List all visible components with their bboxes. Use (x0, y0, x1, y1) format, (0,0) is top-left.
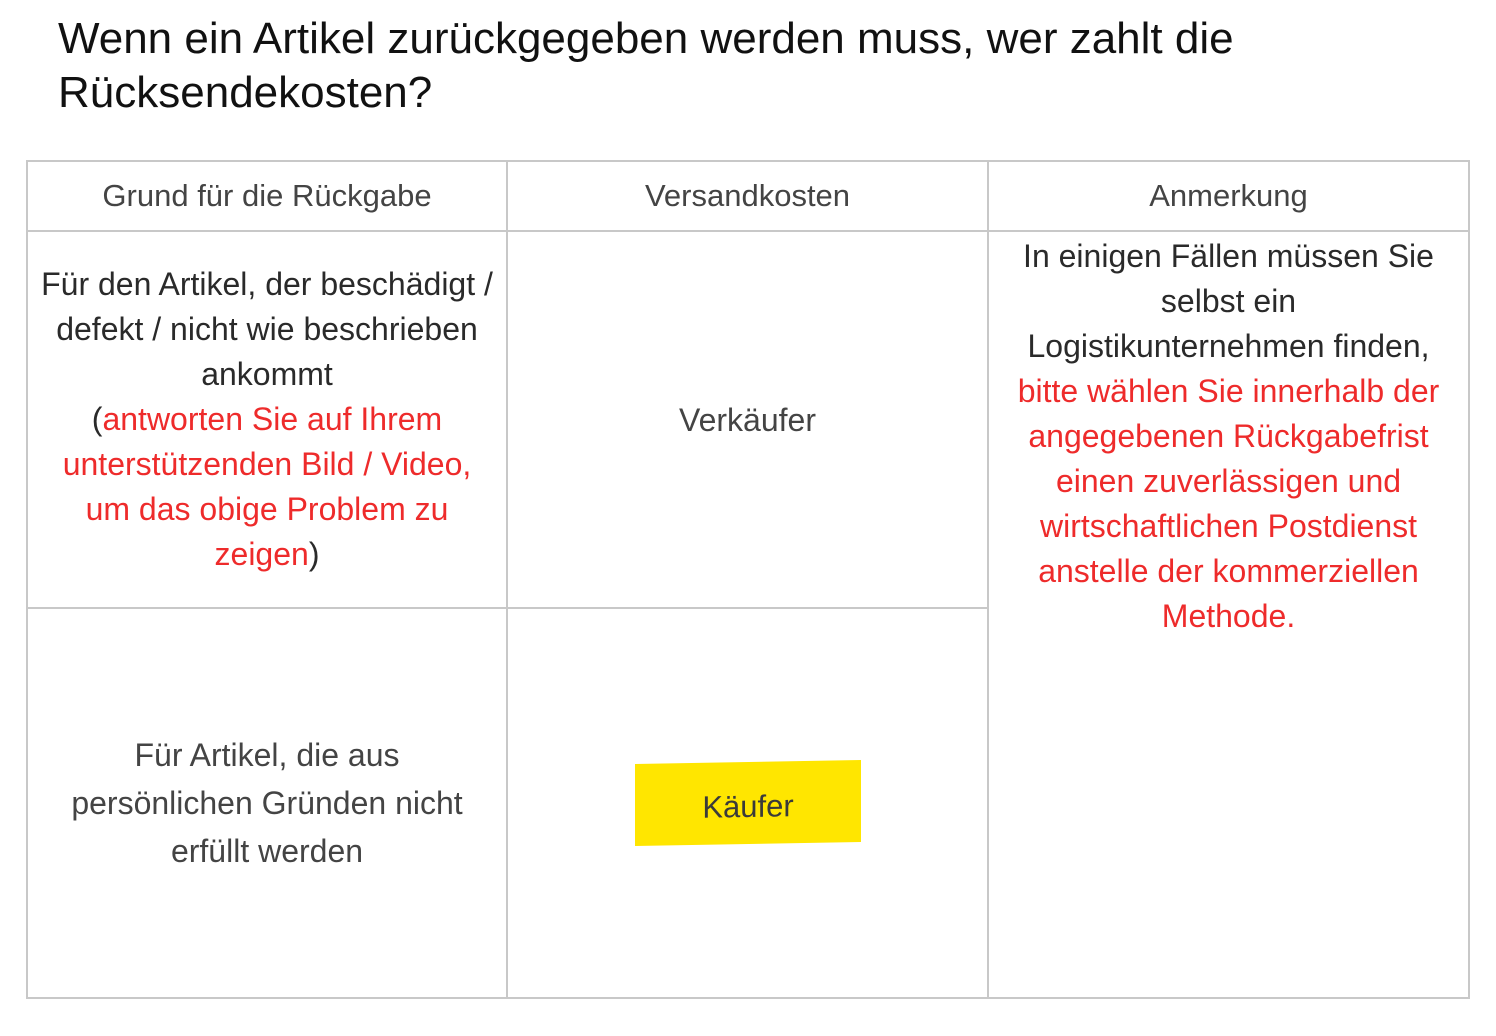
return-cost-table (26, 160, 1470, 999)
cost-seller-cell (507, 231, 988, 608)
reason-paren-close: ) (308, 536, 320, 572)
reason-paren-open: ( (91, 401, 103, 437)
reason-damaged-cell (27, 231, 507, 608)
note-cell (988, 231, 1469, 998)
cost-buyer-cell (507, 608, 988, 998)
reason-personal-text: Für Artikel, die aus persönlichen Gründen nicht erfüllt werden (71, 737, 463, 869)
cost-seller: Verkäufer (679, 401, 816, 438)
cost-buyer: Käufer (701, 788, 794, 825)
header-reason: Grund für die Rückgabe (27, 161, 507, 231)
header-shipping-cost: Versandkosten (507, 161, 988, 231)
note-text: In einigen Fällen müssen Sie selbst ein Logistikunternehmen finden, (1023, 238, 1434, 364)
header-note: Anmerkung (988, 161, 1469, 231)
cost-buyer-highlight (635, 760, 861, 846)
table-row (27, 231, 1469, 608)
page-title: Wenn ein Artikel zurückgegeben werden muss, wer zahlt die Rücksendekosten? (58, 14, 1234, 117)
table-header-row (27, 161, 1469, 231)
reason-damaged-text: Für den Artikel, der beschädigt / defekt / nicht wie beschrieben ankommt (41, 266, 493, 392)
reason-damaged-instruction: antworten Sie auf Ihrem unterstützenden Bild / Video, um das obige Problem zu zeigen (62, 401, 472, 572)
reason-personal-cell (27, 608, 507, 998)
note-instruction: bitte wählen Sie innerhalb der angegebenen Rückgabefrist einen zuverlässigen und wirtschaftlichen Postdienst anstelle der kommerziellen Methode. (1017, 373, 1440, 634)
